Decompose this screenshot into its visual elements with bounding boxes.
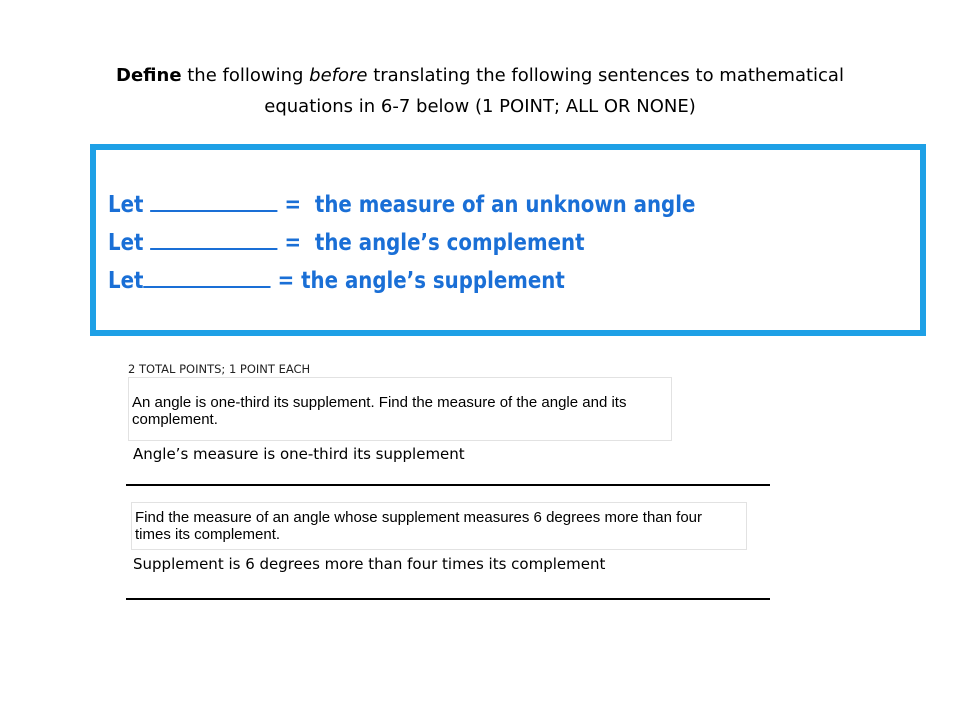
instructions-line-2: equations in 6-7 below (1 POINT; ALL OR NONE) — [264, 96, 696, 117]
instructions — [40, 60, 920, 122]
answer-line[interactable] — [126, 484, 770, 486]
definition-blank[interactable] — [150, 230, 277, 250]
answer-line[interactable] — [126, 598, 770, 600]
definition-blank[interactable] — [150, 192, 277, 212]
instructions-before-word: before — [309, 65, 368, 86]
definition-blank[interactable] — [143, 268, 270, 288]
problem-card — [128, 377, 672, 441]
definition-line-angle — [108, 192, 695, 218]
problem-sentence: Angle’s measure is one-third its supplement — [133, 445, 465, 463]
definition-line-complement — [108, 230, 585, 256]
points-header: 2 TOTAL POINTS; 1 POINT EACH — [128, 362, 311, 376]
definition-prefix: Let — [108, 230, 151, 256]
problem-card — [131, 502, 747, 550]
instructions-part-2: translating the following sentences to mathematical — [367, 65, 844, 86]
instructions-define-word: Define — [116, 65, 182, 86]
definition-text: = the angle’s complement — [277, 230, 585, 256]
definition-prefix: Let — [108, 192, 151, 218]
problem-text: An angle is one-third its supplement. Find the measure of the angle and its complement. — [132, 394, 627, 428]
definition-text: = the angle’s supplement — [270, 268, 565, 294]
definition-text: = the measure of an unknown angle — [277, 192, 696, 218]
definition-line-supplement — [108, 268, 565, 294]
instructions-line-1 — [40, 60, 920, 91]
problem-sentence: Supplement is 6 degrees more than four times its complement — [133, 555, 606, 573]
definitions-box — [90, 144, 926, 336]
instructions-part-1: the following — [181, 65, 310, 86]
problem-text: Find the measure of an angle whose supplement measures 6 degrees more than four times its complement. — [135, 509, 702, 543]
definition-prefix: Let — [108, 268, 144, 294]
